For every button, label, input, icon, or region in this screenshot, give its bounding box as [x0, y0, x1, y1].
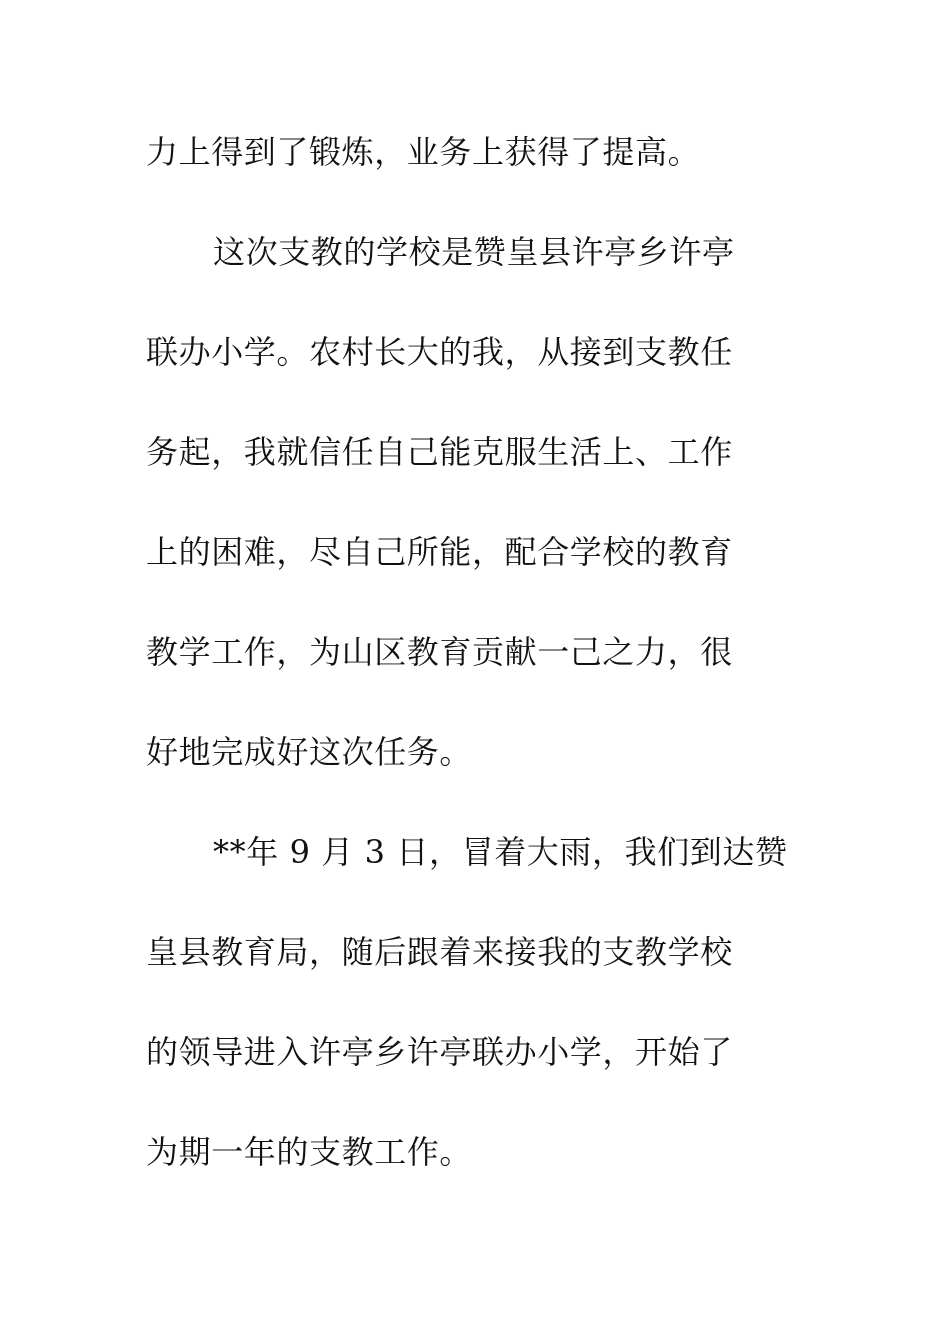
text-line: 上的困难，尽自己所能，配合学校的教育 — [146, 533, 733, 571]
text-line: 教学工作，为山区教育贡献一己之力，很 — [146, 633, 733, 671]
text-line: 力上得到了锻炼，业务上获得了提高。 — [146, 133, 701, 171]
text-line: 好地完成好这次任务。 — [146, 733, 473, 771]
text-line: 为期一年的支教工作。 — [146, 1133, 473, 1171]
paragraph-first-line: 这次支教的学校是赞皇县许亭乡许亭 — [213, 233, 735, 271]
paragraph-first-line: **年 9 月 3 日，冒着大雨，我们到达赞 — [213, 833, 788, 871]
text-line: 务起，我就信任自己能克服生活上、工作 — [146, 433, 733, 471]
text-line: 皇县教育局，随后跟着来接我的支教学校 — [146, 933, 733, 971]
text-line: 的领导进入许亭乡许亭联办小学，开始了 — [146, 1033, 733, 1071]
text-line: 联办小学。农村长大的我，从接到支教任 — [146, 333, 733, 371]
